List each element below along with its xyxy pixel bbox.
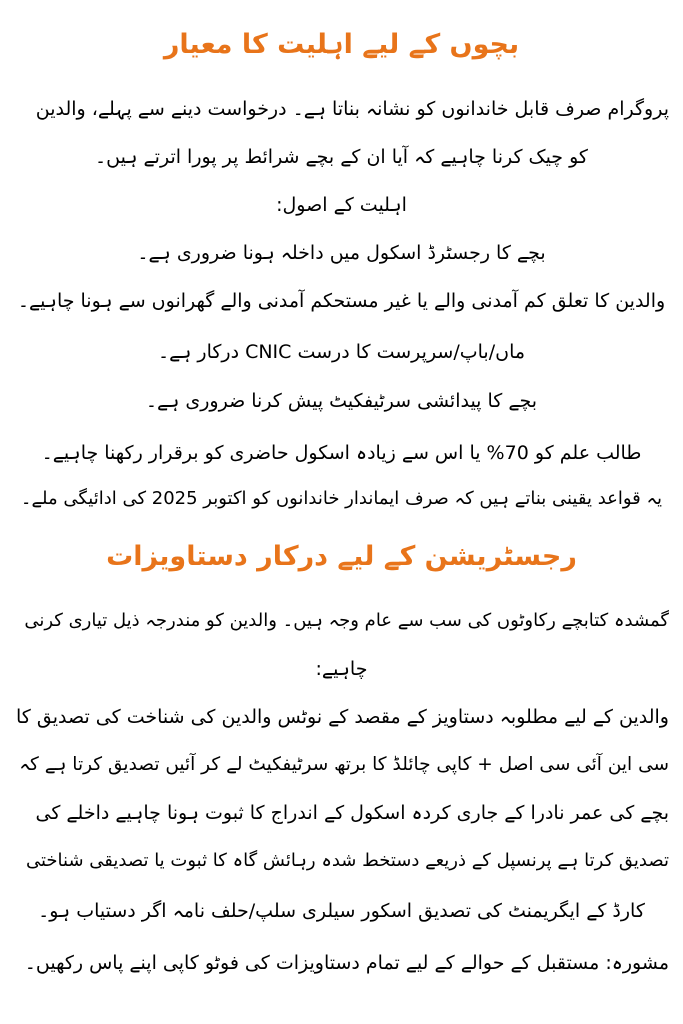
documents-body-line-3: بچے کی عمر نادرا کے جاری کردہ اسکول کے اندراج کا ثبوت ہونا چاہیے داخلے کی [35, 802, 669, 824]
documents-intro-line-2: چاہیے: [315, 658, 368, 680]
eligibility-rule-4: بچے کا پیدائشی سرٹیفکیٹ پیش کرنا ضروری ہے۔ [145, 390, 538, 412]
documents-tip: مشورہ: مستقبل کے حوالے کے لیے تمام دستاویزات کی فوٹو کاپی اپنے پاس رکھیں۔ [24, 952, 669, 974]
eligibility-summary: یہ قواعد یقینی بناتے ہیں کہ صرف ایماندار خاندانوں کو اکتوبر 2025 کی ادائیگی ملے۔ [20, 488, 663, 509]
documents-intro-line-1: گمشدہ کتابچے رکاوٹوں کی سب سے عام وجہ ہیں۔ والدین کو مندرجہ ذیل تیاری کرنی [24, 610, 669, 631]
eligibility-intro-line-2: کو چیک کرنا چاہیے کہ آیا ان کے بچے شرائط پر پورا اترتے ہیں۔ [95, 146, 588, 168]
documents-body-line-4: تصدیق کرتا ہے پرنسپل کے ذریعے دستخط شدہ رہائش گاہ کا ثبوت یا تصدیقی شناختی [26, 850, 669, 871]
documents-body-line-2: سی این آئی سی اصل + کاپی چائلڈ کا برتھ سرٹیفکیٹ لے کر آئیں تصدیق کرتا ہے کہ [19, 754, 669, 775]
documents-body-line-1: والدین کے لیے مطلوبہ دستاویز کے مقصد کے نوٹس والدین کی شناخت کی تصدیق کا [16, 706, 669, 728]
section-heading-eligibility: بچوں کے لیے اہلیت کا معیار [163, 29, 520, 60]
documents-body-line-5: کارڈ کے ایگریمنٹ کی تصدیق اسکور سیلری سلپ/حلف نامہ اگر دستیاب ہو۔ [38, 900, 645, 922]
eligibility-rule-2: والدین کا تعلق کم آمدنی والے یا غیر مستحکم آمدنی والے گھرانوں سے ہونا چاہیے۔ [17, 290, 666, 312]
section-heading-documents: رجسٹریشن کے لیے درکار دستاویزات [106, 541, 577, 572]
eligibility-intro-line-1: پروگرام صرف قابل خاندانوں کو نشانہ بناتا ہے۔ درخواست دینے سے پہلے، والدین [35, 98, 669, 120]
eligibility-rule-3: ماں/باپ/سرپرست کا درست CNIC درکار ہے۔ [157, 341, 526, 363]
eligibility-rules-label: اہلیت کے اصول: [276, 194, 407, 216]
eligibility-rule-5: طالب علم کو 70% یا اس سے زیادہ اسکول حاضری کو برقرار رکھنا چاہیے۔ [41, 442, 642, 464]
eligibility-rule-1: بچے کا رجسٹرڈ اسکول میں داخلہ ہونا ضروری ہے۔ [137, 242, 546, 264]
